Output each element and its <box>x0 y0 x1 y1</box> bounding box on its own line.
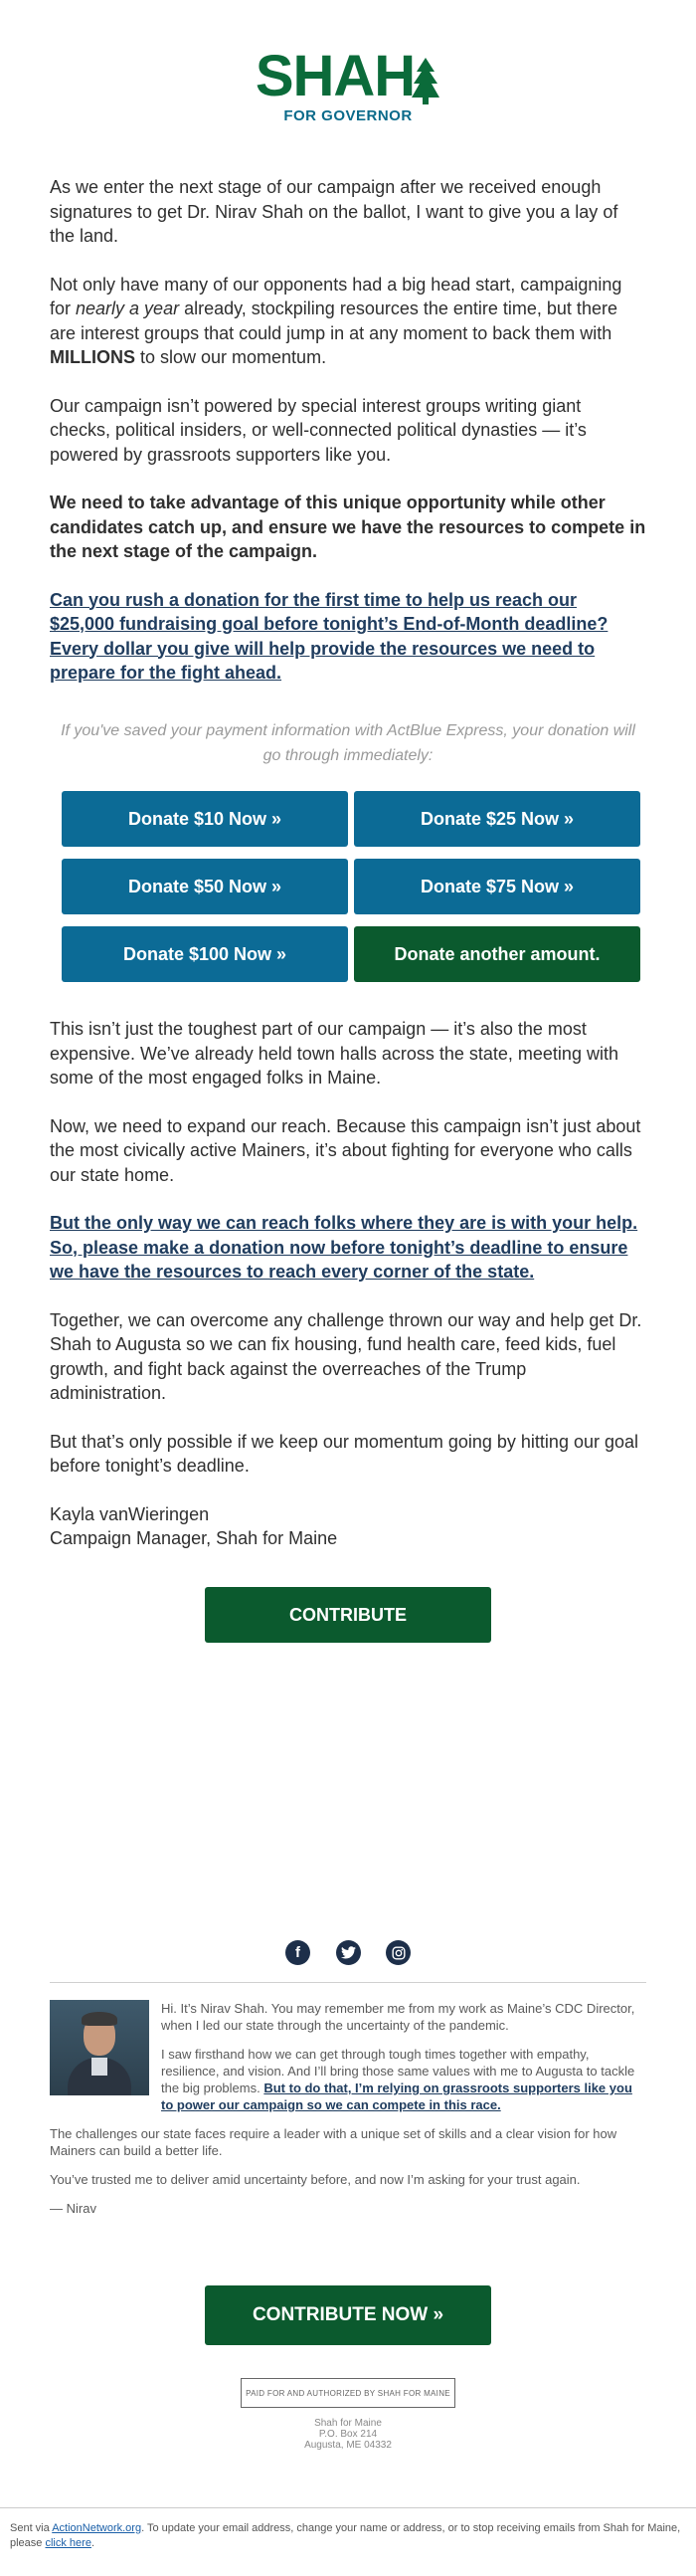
address-line-3: Augusta, ME 04332 <box>304 2440 392 2451</box>
bio-paragraph-4: You’ve trusted me to deliver amid uncertainty before, and now I’m asking for your trust again. <box>50 2172 581 2187</box>
paragraph-2-part-c: to slow our momentum. <box>135 347 327 367</box>
campaign-logo <box>0 44 696 124</box>
email-body-bottom <box>50 1017 646 1551</box>
body-paragraph-2 <box>50 273 646 370</box>
donate-50-button[interactable]: Donate $50 Now » <box>62 859 348 914</box>
email-footer <box>10 2521 686 2551</box>
bio-paragraph-1: Hi. It’s Nirav Shah. You may remember me from my work as Maine’s CDC Director, when I led our state through the uncertainty of the pandemic. <box>161 2001 635 2033</box>
body-paragraph-3: Our campaign isn’t powered by special interest groups writing giant checks, political insiders, or well-connected political dynasties — it’s powered by grassroots supporters like you. <box>50 395 587 465</box>
address-line-2: P.O. Box 214 <box>318 2429 378 2440</box>
bio-paragraph-2-text: I saw firsthand how we can get through tough times together with empathy, resilience, and vision. And I’ll bring those same values with me to Augusta to tackle the big problems. <box>161 2047 635 2095</box>
paragraph-2-part-b: already, stockpiling resources the entire time, but there are interest groups that could jump in at any moment to back them with <box>50 298 617 343</box>
emphasis-millions: MILLIONS <box>50 347 135 367</box>
bio-paragraph-3: The challenges our state faces require a leader with a unique set of skills and a clear vision for how Mainers can build a better life. <box>50 2126 617 2158</box>
footer-text-a: Sent via <box>10 2522 53 2534</box>
donate-100-button[interactable]: Donate $100 Now » <box>62 926 348 982</box>
address-line-1: Shah for Maine <box>314 2418 382 2429</box>
emphasis-nearly-a-year: nearly a year <box>76 298 180 318</box>
candidate-bio <box>50 2000 646 2229</box>
donate-button-grid <box>62 791 640 982</box>
donate-10-button[interactable]: Donate $10 Now » <box>62 791 348 847</box>
reach-folks-donation-link[interactable]: But the only way we can reach folks where they are is with your help. So, please make a donation now before tonight’s deadline to ensure we have the resources to reach every corner of the state. <box>50 1213 638 1282</box>
bio-signoff: — Nirav <box>50 2201 96 2216</box>
body-paragraph-10: But that’s only possible if we keep our momentum going by hitting our goal before tonight’s deadline. <box>50 1431 639 1476</box>
donate-other-amount-button[interactable]: Donate another amount. <box>354 926 640 982</box>
body-paragraph-4: We need to take advantage of this unique opportunity while other candidates catch up, and ensure we have the resources to compete in the next stage of the campaign. <box>50 493 646 561</box>
paragraph-2-part-a: Not only have many of our opponents had a big head start, campaigning for <box>50 274 622 318</box>
actionnetwork-link[interactable]: ActionNetwork.org <box>52 2522 142 2534</box>
paid-for-disclaimer: PAID FOR AND AUTHORIZED BY SHAH FOR MAINE <box>241 2378 455 2408</box>
donate-75-button[interactable]: Donate $75 Now » <box>354 859 640 914</box>
candidate-photo <box>50 2000 149 2095</box>
pine-tree-icon <box>411 56 440 105</box>
email-body-top <box>50 175 646 686</box>
grassroots-supporters-link[interactable]: But to do that, I’m relying on grassroots supporters like you to power our campaign so we can compete in this race. <box>161 2081 632 2112</box>
logo-text: SHAH <box>255 44 416 108</box>
donation-ask-link[interactable]: Can you rush a donation for the first time to help us reach our $25,000 fundraising goal before tonight’s End-of-Month deadline? Every dollar you give will help provide the resources we need to prepare for the fight ahead. <box>50 589 609 683</box>
body-paragraph-7: Now, we need to expand our reach. Because this campaign isn’t just about the most civically active Mainers, it’s about fighting for everyone who calls our state home. <box>50 1115 641 1185</box>
signature-title: Campaign Manager, Shah for Maine <box>50 1528 338 1548</box>
social-links <box>285 1940 411 1965</box>
instagram-icon[interactable] <box>386 1940 411 1965</box>
twitter-bird-glyph <box>341 1946 356 1959</box>
twitter-icon[interactable] <box>336 1940 361 1965</box>
facebook-icon[interactable]: f <box>285 1940 310 1965</box>
photo-collar <box>91 2058 107 2076</box>
logo-subtitle: FOR GOVERNOR <box>283 107 413 124</box>
footer-separator <box>0 2507 696 2508</box>
contribute-now-button[interactable]: CONTRIBUTE NOW » <box>205 2285 491 2345</box>
donate-25-button[interactable]: Donate $25 Now » <box>354 791 640 847</box>
body-paragraph-1: As we enter the next stage of our campaign after we received enough signatures to get Dr. Nirav Shah on the ballot, I want to give you a lay of the land. <box>50 177 618 246</box>
footer-text-c: . <box>90 2537 95 2549</box>
actblue-express-note: If you've saved your payment information with ActBlue Express, your donation will go through immediately: <box>61 722 635 764</box>
contribute-button[interactable]: CONTRIBUTE <box>205 1587 491 1643</box>
mailing-address <box>0 2418 696 2451</box>
signature-name: Kayla vanWieringen <box>50 1503 210 1524</box>
body-paragraph-9: Together, we can overcome any challenge thrown our way and help get Dr. Shah to Augusta so we can fix housing, fund health care, feed kids, fuel growth, and fight back against the overreaches of the Trump administration. <box>50 1309 642 1403</box>
logo-wordmark <box>255 44 440 108</box>
photo-hair <box>82 2012 117 2026</box>
body-paragraph-6: This isn’t just the toughest part of our campaign — it’s also the most expensive. We’ve already held town halls across the state, meeting with some of the most engaged folks in Maine. <box>50 1019 618 1088</box>
unsubscribe-link[interactable]: click here <box>45 2537 91 2549</box>
footer-text-b: . To update your email address, change your name or address, or to stop receiving emails from Shah for Maine, please <box>10 2522 681 2549</box>
instagram-camera-glyph <box>392 1946 406 1960</box>
footer-divider <box>50 1982 646 1983</box>
